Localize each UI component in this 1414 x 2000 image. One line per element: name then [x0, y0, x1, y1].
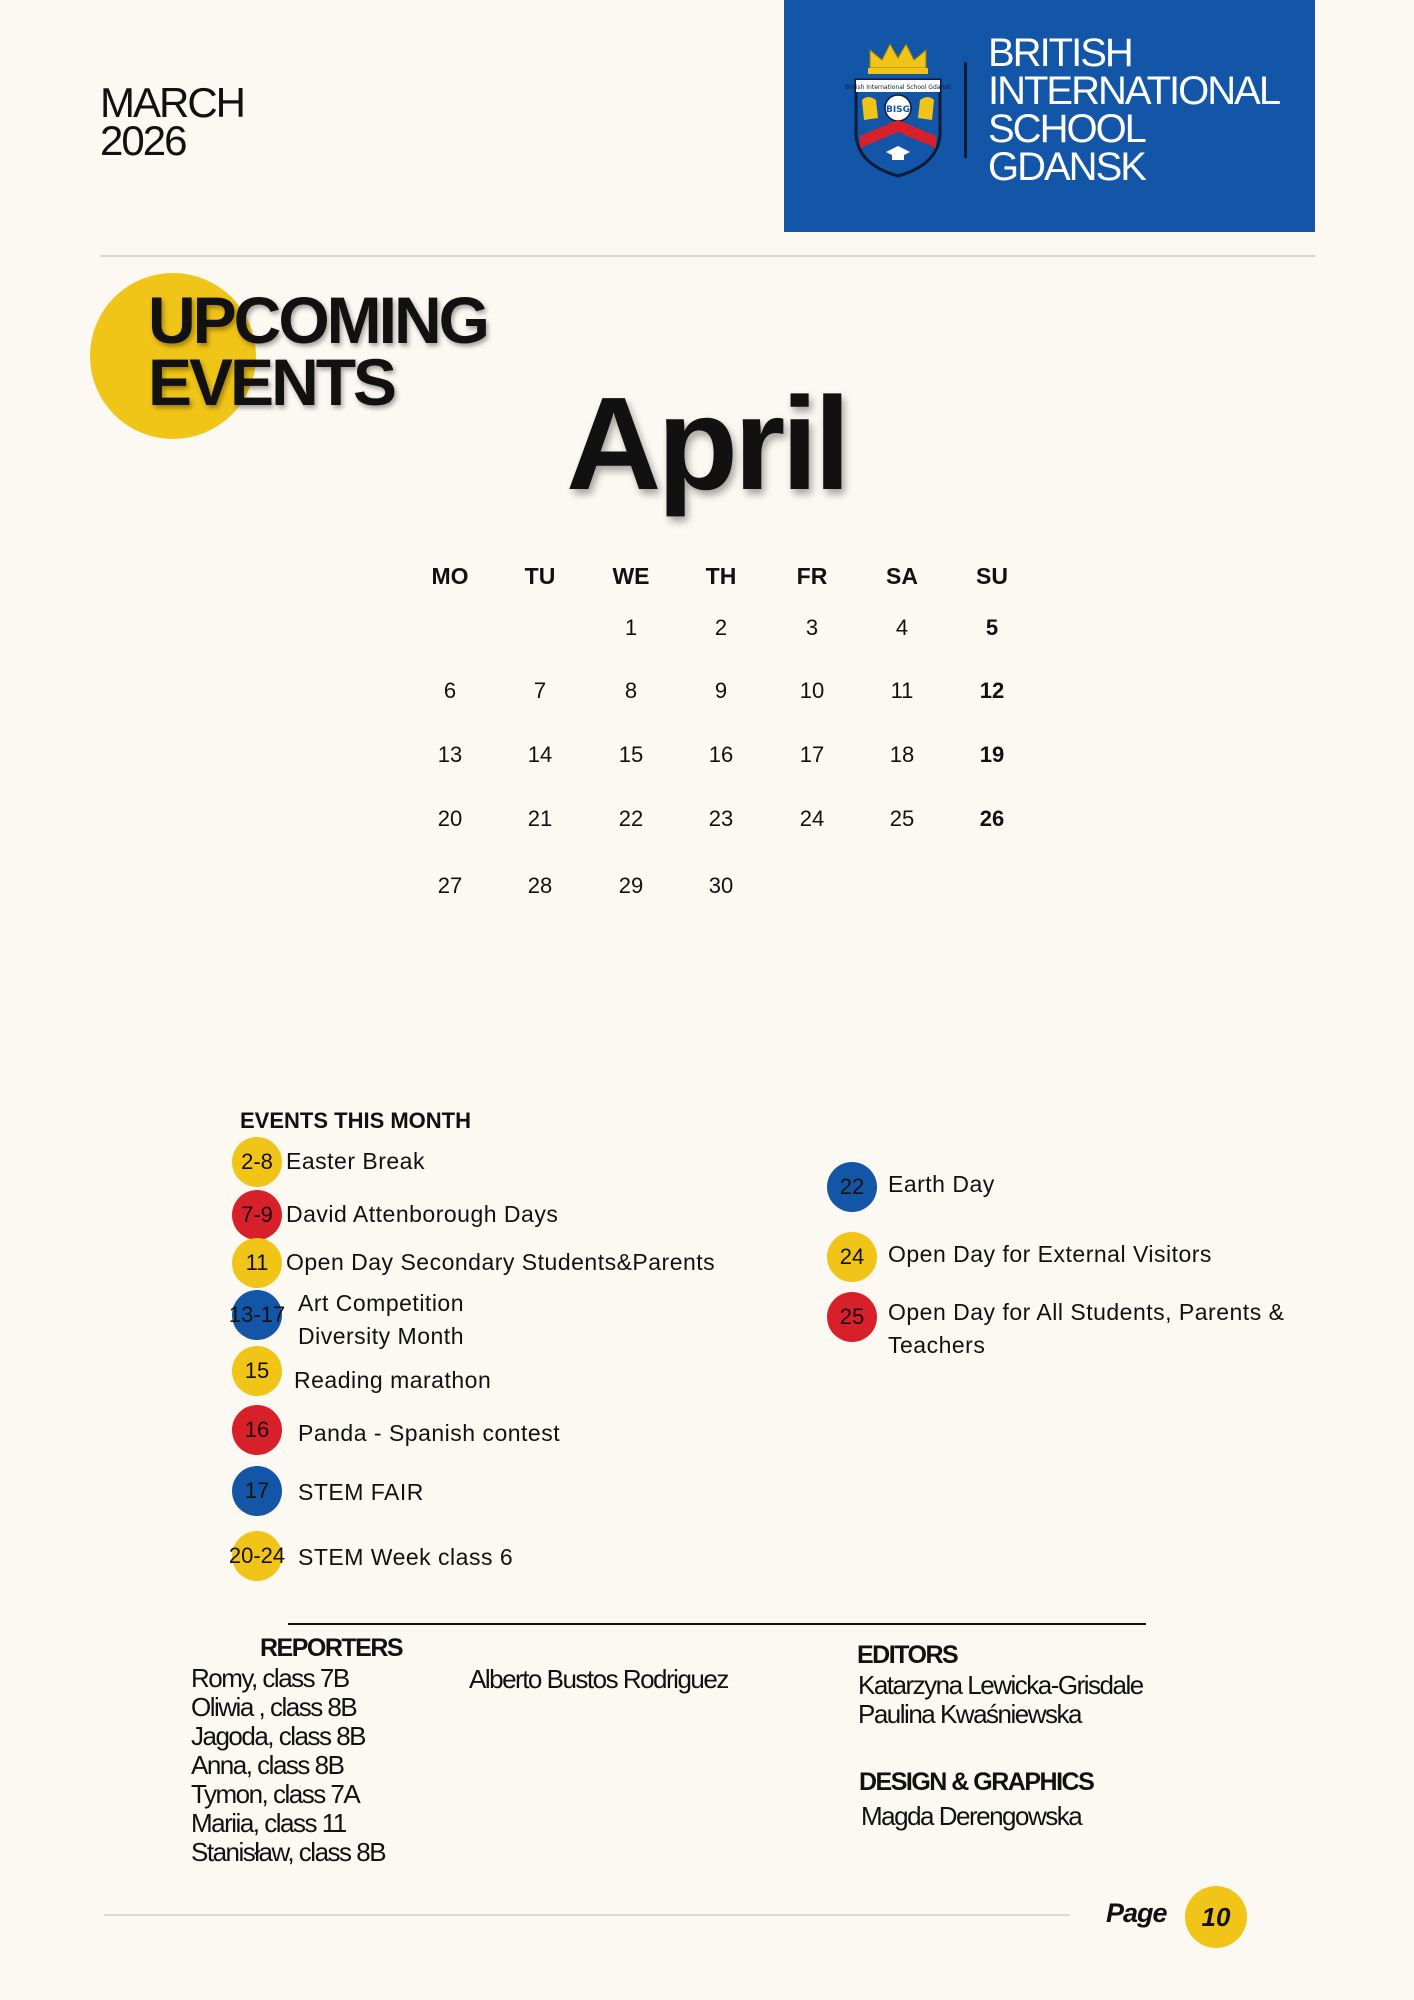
reporter-name: Stanisław, class 8B [191, 1837, 386, 1867]
calendar-day: 1 [624, 615, 638, 640]
calendar-day: 29 [618, 873, 644, 898]
reporter-name: Oliwia , class 8B [191, 1692, 357, 1722]
editors-title: EDITORS [857, 1641, 958, 1669]
event-title: Open Day for External Visitors [888, 1241, 1212, 1267]
event-title: David Attenborough Days [286, 1201, 559, 1227]
issue-year: 2026 [100, 117, 186, 164]
weekday-header: SA [886, 563, 918, 589]
calendar-day: 11 [890, 678, 914, 703]
calendar-day: 22 [618, 806, 644, 831]
calendar-day: 12 [979, 678, 1005, 703]
weekday-header: FR [796, 563, 828, 589]
svg-text:BISG: BISG [885, 105, 911, 115]
event-title: Open Day Secondary Students&Parents [286, 1249, 716, 1275]
weekday-header: TH [705, 563, 737, 589]
weekday-header: TU [524, 563, 556, 589]
page-number: 10 [1201, 1901, 1231, 1932]
events-title: EVENTS THIS MONTH [240, 1108, 472, 1133]
reporter-name: Romy, class 7B [191, 1663, 349, 1693]
issue-date [100, 79, 244, 164]
calendar-day: 23 [708, 806, 734, 831]
calendar-day: 8 [624, 678, 638, 703]
calendar-day: 17 [799, 742, 825, 767]
editors-list [858, 1671, 1143, 1729]
reporters-title: REPORTERS [260, 1634, 403, 1662]
page-number-badge [1185, 1886, 1247, 1948]
calendar-day: 15 [618, 742, 644, 767]
calendar-day: 25 [889, 806, 915, 831]
calendar-day: 20 [437, 806, 463, 831]
event-date: 15 [244, 1358, 270, 1383]
event-date: 16 [244, 1417, 270, 1442]
event-title: Open Day for All Students, Parents & [888, 1299, 1285, 1325]
weekday-header: SU [976, 563, 1008, 589]
reporter-name: Jagoda, class 8B [191, 1721, 366, 1751]
footer-divider [104, 1914, 1070, 1916]
calendar-day: 16 [708, 742, 734, 767]
calendar-day: 3 [805, 615, 819, 640]
calendar-day: 4 [895, 615, 909, 640]
event-date: 11 [245, 1250, 269, 1275]
calendar-day: 6 [443, 678, 457, 703]
calendar-day: 19 [979, 742, 1005, 767]
issue-month: MARCH [100, 79, 244, 126]
school-name: BRITISH INTERNATIONAL SCHOOL GDANSK [988, 31, 1280, 189]
event-date: 22 [839, 1174, 865, 1199]
event-date: 20-24 [228, 1543, 286, 1568]
event-title: Teachers [888, 1332, 986, 1358]
calendar-day: 10 [799, 678, 825, 703]
event-date: 7-9 [241, 1202, 273, 1227]
calendar-day: 5 [985, 615, 999, 640]
section-heading: UPCOMING EVENTS [148, 283, 487, 419]
reporter-name: Tymon, class 7A [191, 1779, 360, 1809]
page-label: Page [1106, 1898, 1167, 1928]
calendar-day: 30 [708, 873, 734, 898]
event-title: Panda - Spanish contest [298, 1420, 561, 1446]
reporter-name: Alberto Bustos Rodriguez [469, 1664, 728, 1694]
weekday-header: WE [612, 563, 650, 589]
design-title: DESIGN & GRAPHICS [859, 1768, 1094, 1796]
svg-text:British International School G: British International School Gdansk [845, 84, 951, 91]
event-date: 2-8 [241, 1149, 273, 1174]
event-date: 24 [839, 1244, 865, 1269]
event-date: 13-17 [228, 1302, 286, 1327]
event-title: STEM FAIR [298, 1479, 424, 1505]
calendar-day: 24 [799, 806, 825, 831]
designer-name: Magda Derengowska [861, 1801, 1082, 1831]
calendar-day: 14 [527, 742, 553, 767]
calendar-day: 9 [714, 678, 728, 703]
event-title: Reading marathon [294, 1367, 492, 1393]
event-title: Easter Break [286, 1148, 425, 1174]
reporter-name: Anna, class 8B [191, 1750, 344, 1780]
event-title: Earth Day [888, 1171, 995, 1197]
header-divider [100, 255, 1315, 257]
school-crest-logo [845, 40, 951, 180]
editor-name: Paulina Kwaśniewska [858, 1699, 1081, 1729]
event-title: Art Competition [298, 1290, 465, 1316]
calendar-day: 18 [889, 742, 915, 767]
credits-divider [288, 1623, 1146, 1625]
calendar-day: 28 [527, 873, 553, 898]
calendar-day: 26 [979, 806, 1005, 831]
calendar-day: 27 [437, 873, 463, 898]
editor-name: Katarzyna Lewicka-Grisdale [858, 1670, 1143, 1700]
calendar-day: 7 [533, 678, 547, 703]
calendar-day: 13 [437, 742, 463, 767]
event-date: 25 [839, 1304, 865, 1329]
weekday-header: MO [431, 563, 469, 589]
brand-divider [964, 62, 967, 158]
calendar-month-title: April [566, 370, 847, 517]
calendar-day: 21 [527, 806, 553, 831]
event-title: Diversity Month [298, 1323, 464, 1349]
event-title: STEM Week class 6 [298, 1544, 514, 1570]
calendar-day: 2 [714, 615, 728, 640]
reporter-name: Mariia, class 11 [191, 1808, 346, 1838]
reporters-list [191, 1664, 385, 1867]
event-date: 17 [244, 1478, 270, 1503]
